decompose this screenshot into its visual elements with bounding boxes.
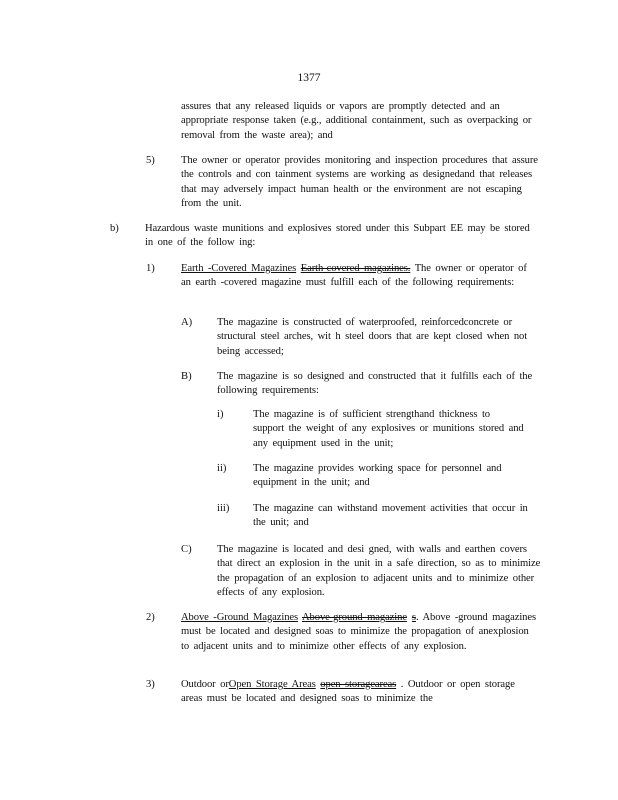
item-1-paragraph (181, 262, 531, 291)
item-1b-label: B) (181, 371, 192, 382)
item-2-heading-new: Above -Ground Magazines (181, 612, 299, 623)
item-3-heading-deleted: open storageareas (320, 679, 397, 690)
item-1b-text: The magazine is so designed and constructed that it fulfills each of the following requirements: (217, 371, 533, 397)
item-1b-i-label: i) (217, 409, 224, 420)
page-number: 1377 (297, 72, 321, 84)
item-1a-text: The magazine is constructed of waterproofed, reinforcedconcrete or structural steel arches, wit h steel doors that are kept closed when not being accessed; (217, 317, 528, 357)
item-1-label: 1) (146, 263, 155, 274)
item-3-paragraph (181, 678, 521, 707)
item-2-text: magazines must be located and designed soas to minimize the propagation of anexplosion to adjacent units and to minimize other effects of any explosion. (181, 612, 536, 652)
item-1-heading-deleted: Earth-covered magazines. (300, 263, 411, 274)
item-3-label: 3) (146, 679, 155, 690)
item-b-label: b) (110, 223, 119, 234)
item-2-label: 2) (146, 612, 155, 623)
item-b-text: Hazardous waste munitions and explosives stored under this Subpart EE may be stored in one of the follow ing: (145, 223, 530, 249)
item-1b-ii-label: ii) (217, 463, 227, 474)
item-1-text: The owner or operator of an earth -covered magazine must fulfill each of the following requirements: (181, 263, 527, 289)
item-1b-i-text: The magazine is of sufficient strengthand thickness to support the weight of any explosives or munitions stored and any equipment used in the unit; (253, 409, 524, 449)
item-1c-label: C) (181, 544, 192, 555)
item-5-label: 5) (146, 155, 155, 166)
item-3-heading-new: Open Storage Areas (228, 679, 316, 690)
item-3-text: . Outdoor or open storage areas must be located and designed soas to minimize the (181, 679, 515, 705)
item-1a-label: A) (181, 317, 193, 328)
item-1b-iii-label: iii) (217, 503, 230, 514)
item-3-lead: Outdoor or (181, 679, 229, 690)
item-1c-text: The magazine is located and desi gned, with walls and earthen covers that direct an explosion in the unit in a safe direction, so as to minimize the propagation of an explosion to adjacent units and to minimize other effects of any explosion. (217, 544, 541, 599)
item-1b-iii-text: The magazine can withstand movement activities that occur in the unit; and (253, 503, 528, 529)
item-1-heading-new: Earth -Covered Magazines (181, 263, 297, 274)
item-2-heading-deleted: Above-ground magazine s (302, 612, 416, 623)
item-1b-ii-text: The magazine provides working space for personnel and equipment in the unit; and (253, 463, 502, 489)
item-2-lead: . Above -ground (415, 612, 488, 623)
item-5-text: The owner or operator provides monitoring and inspection procedures that assure the controls and con tainment systems are working as designedand that releases that may adversely impact human health or the environment are not escaping from the unit. (181, 155, 538, 210)
item-2-paragraph (181, 611, 541, 654)
intro-paragraph: assures that any released liquids or vapors are promptly detected and an appropriate response taken (e.g., additional containment, such as overpacking or removal from the waste area); and (181, 101, 532, 141)
